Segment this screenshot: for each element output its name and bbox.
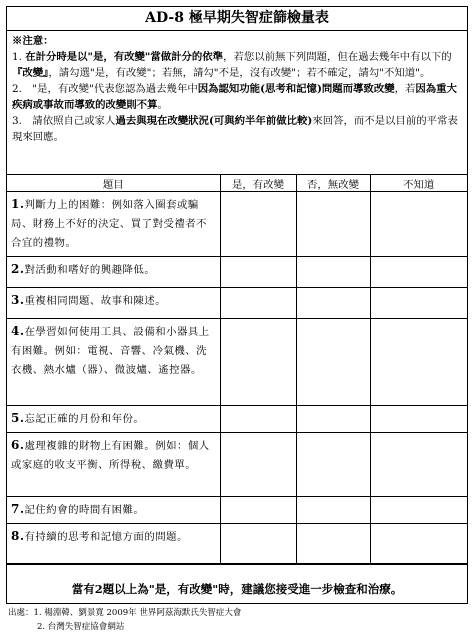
table-row: [7, 524, 467, 564]
answer-no-cell[interactable]: [296, 192, 370, 257]
question-table: [7, 174, 467, 564]
answer-no-cell[interactable]: [296, 524, 370, 564]
answer-yes-cell[interactable]: [220, 288, 296, 319]
table-row: [7, 497, 467, 524]
question-number: 6.: [11, 438, 25, 452]
question-text: 有持續的思考和記憶方面的問題。: [24, 531, 188, 543]
answer-no-cell[interactable]: [296, 257, 370, 288]
table-row: [7, 406, 467, 433]
instruction-2-tail: 。: [157, 99, 168, 111]
question-number: 5.: [11, 411, 25, 425]
instruction-1-bold-b: 『改變』: [12, 67, 49, 79]
instruction-3-lead: 3. 請依照自己或家人: [12, 115, 116, 127]
source-line-2: 2. 台灣失智症協會網站: [37, 622, 125, 632]
instructions-heading: ※注意：: [12, 35, 54, 47]
instruction-2-bold-a: 因為認知功能(思考和記憶)問題而導致改變: [197, 83, 395, 95]
answer-unknown-cell[interactable]: [370, 433, 467, 497]
instruction-2-lead: 2. "是，有改變"代表您認為過去幾年中: [12, 83, 198, 95]
question-cell: [7, 192, 220, 257]
question-cell: [7, 257, 220, 288]
instruction-2: [12, 81, 462, 113]
question-text: 對活動和嗜好的興趣降低。: [24, 264, 156, 276]
answer-no-cell[interactable]: [296, 319, 370, 406]
answer-no-cell[interactable]: [296, 433, 370, 497]
instruction-3-bold: 過去與現在改變狀況(可與約半年前做比較): [115, 115, 313, 127]
instruction-2-mid: ，若: [394, 83, 416, 95]
form-title: AD-8 極早期失智症篩檢量表: [7, 7, 467, 31]
question-number: 3.: [11, 293, 25, 307]
instructions: [7, 31, 467, 174]
table-row: [7, 433, 467, 497]
question-number: 7.: [11, 502, 25, 516]
answer-unknown-cell[interactable]: [370, 524, 467, 564]
answer-unknown-cell[interactable]: [370, 288, 467, 319]
answer-no-cell[interactable]: [296, 288, 370, 319]
header-yes: 是，有改變: [220, 175, 296, 192]
question-text: 判斷力上的困難：例如落入圈套或騙局、財務上不好的決定、買了對受禮者不合宜的禮物。: [11, 199, 208, 249]
answer-unknown-cell[interactable]: [370, 319, 467, 406]
table-row: [7, 319, 467, 406]
table-row: [7, 288, 467, 319]
sources: [6, 606, 470, 634]
answer-yes-cell[interactable]: [220, 433, 296, 497]
question-cell: [7, 497, 220, 524]
question-cell: [7, 288, 220, 319]
header-question: 題目: [7, 175, 220, 192]
answer-unknown-cell[interactable]: [370, 192, 467, 257]
answer-yes-cell[interactable]: [220, 192, 296, 257]
answer-yes-cell[interactable]: [220, 406, 296, 433]
answer-no-cell[interactable]: [296, 497, 370, 524]
answer-unknown-cell[interactable]: [370, 406, 467, 433]
source-line-1: 出處：1. 楊淵韓、劉景寬 2009年 世界阿茲海默氏失智症大會: [8, 608, 242, 618]
instruction-1-mid: ，若您以前無下列問題，但在過去幾年中有以下的: [223, 51, 452, 63]
answer-yes-cell[interactable]: [220, 319, 296, 406]
instruction-2-bold-b: 因為重大疾病或事故而導致的改變則不算: [12, 83, 457, 111]
question-cell: [7, 406, 220, 433]
instruction-1: [12, 49, 462, 81]
table-row: [7, 192, 467, 257]
question-cell: [7, 524, 220, 564]
answer-yes-cell[interactable]: [220, 524, 296, 564]
header-no: 否，無改變: [296, 175, 370, 192]
answer-no-cell[interactable]: [296, 406, 370, 433]
instruction-1-tail: ，請勾選"是，有改變"；若無，請勾"不是，沒有改變"；若不確定，請勾"不知道"。: [48, 67, 431, 79]
header-unknown: 不知道: [370, 175, 467, 192]
instruction-3-tail: 來回答，而不是以目前的平常表現來回應。: [12, 115, 458, 143]
answer-unknown-cell[interactable]: [370, 497, 467, 524]
question-text: 重複相同問題、故事和陳述。: [24, 295, 167, 307]
table-header-row: [7, 175, 467, 192]
conclusion-note: 當有2題以上為"是，有改變"時，建議您接受進一步檢查和治療。: [7, 564, 467, 615]
screening-form: [6, 6, 468, 604]
instruction-1-bold-a: 在計分時是以"是，有改變"當做計分的依準: [25, 51, 224, 63]
question-cell: [7, 433, 220, 497]
question-number: 1.: [11, 197, 25, 211]
instruction-3: [12, 113, 462, 145]
question-number: 4.: [11, 324, 25, 338]
answer-unknown-cell[interactable]: [370, 257, 467, 288]
question-number: 2.: [11, 262, 25, 276]
question-text: 在學習如何使用工具、設備和小器具上有困難。例如：電視、音響、冷氣機、洗衣機、熱水爐（器）、微波爐、遙控器。: [11, 326, 210, 376]
table-row: [7, 257, 467, 288]
question-text: 記住約會的時間有困難。: [24, 504, 145, 516]
instruction-1-num: 1.: [12, 51, 26, 63]
question-text: 處理複雜的財物上有困難。例如：個人或家庭的收支平衡、所得稅、繳費單。: [11, 440, 210, 471]
question-number: 8.: [11, 529, 25, 543]
question-text: 忘記正確的月份和年份。: [24, 413, 145, 425]
answer-yes-cell[interactable]: [220, 257, 296, 288]
answer-yes-cell[interactable]: [220, 497, 296, 524]
question-cell: [7, 319, 220, 406]
